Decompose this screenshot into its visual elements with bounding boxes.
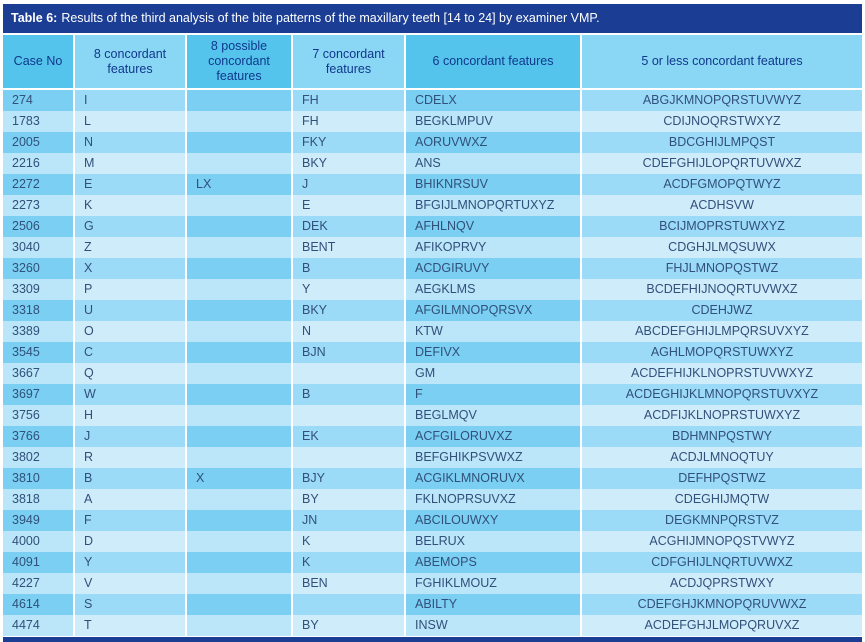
cell-features-8: Q [75, 363, 185, 384]
column-header-6-concordant: 6 concordant features [406, 35, 580, 88]
table-row [3, 594, 862, 615]
cell-features-6: BELRUX [406, 531, 580, 552]
cell-features-8: X [75, 258, 185, 279]
cell-features-6: GM [406, 363, 580, 384]
cell-features-5-or-less: ACDEFGHJLMOPQRUVXZ [582, 615, 862, 636]
table-row [3, 195, 862, 216]
cell-features-6: AFIKOPRVY [406, 237, 580, 258]
cell-case-no: 3260 [3, 258, 73, 279]
cell-features-5-or-less: BCIJMOPRSTUWXYZ [582, 216, 862, 237]
cell-features-8: Z [75, 237, 185, 258]
cell-case-no: 3309 [3, 279, 73, 300]
cell-features-5-or-less: BDHMNPQSTWY [582, 426, 862, 447]
cell-features-6: BHIKNRSUV [406, 174, 580, 195]
cell-features-8-possible [187, 342, 291, 363]
cell-features-7: BKY [293, 153, 404, 174]
cell-features-7: DEK [293, 216, 404, 237]
column-header-7-concordant: 7 concordant features [293, 35, 404, 88]
cell-features-5-or-less: FHJLMNOPQSTWZ [582, 258, 862, 279]
cell-case-no: 3810 [3, 468, 73, 489]
cell-features-8-possible [187, 321, 291, 342]
table-row [3, 384, 862, 405]
cell-features-6: BEFGHIKPSVWXZ [406, 447, 580, 468]
cell-features-7: K [293, 552, 404, 573]
cell-case-no: 3667 [3, 363, 73, 384]
cell-features-5-or-less: ACDHSVW [582, 195, 862, 216]
cell-features-6: ACFGILORUVXZ [406, 426, 580, 447]
table-row [3, 510, 862, 531]
cell-features-5-or-less: ABGJKMNOPQRSTUVWYZ [582, 90, 862, 111]
cell-features-6: BEGKLMPUV [406, 111, 580, 132]
cell-features-8-possible [187, 111, 291, 132]
table-row [3, 468, 862, 489]
cell-case-no: 4614 [3, 594, 73, 615]
cell-features-8: J [75, 426, 185, 447]
cell-features-5-or-less: DEGKMNPQRSTVZ [582, 510, 862, 531]
table-row [3, 237, 862, 258]
cell-features-8: P [75, 279, 185, 300]
cell-features-8: I [75, 90, 185, 111]
column-header-case-no: Case No [3, 35, 73, 88]
cell-features-8: W [75, 384, 185, 405]
cell-case-no: 4474 [3, 615, 73, 636]
cell-features-7: N [293, 321, 404, 342]
cell-features-7: BJN [293, 342, 404, 363]
cell-features-8: D [75, 531, 185, 552]
cell-features-6: ABEMOPS [406, 552, 580, 573]
cell-features-8: C [75, 342, 185, 363]
cell-features-7: FH [293, 111, 404, 132]
cell-features-5-or-less: BCDEFHIJNOQRTUVWXZ [582, 279, 862, 300]
table-body [3, 90, 862, 636]
table-row [3, 216, 862, 237]
cell-features-7: K [293, 531, 404, 552]
cell-features-7: BY [293, 615, 404, 636]
cell-features-6: ACDGIRUVY [406, 258, 580, 279]
cell-features-7 [293, 447, 404, 468]
cell-features-7 [293, 594, 404, 615]
column-header-5-or-less: 5 or less concordant features [582, 35, 862, 88]
cell-features-8-possible [187, 195, 291, 216]
cell-features-8: Y [75, 552, 185, 573]
cell-features-6: ABCILOUWXY [406, 510, 580, 531]
cell-features-8-possible [187, 90, 291, 111]
table-row [3, 174, 862, 195]
cell-features-6: ABILTY [406, 594, 580, 615]
table-row [3, 447, 862, 468]
cell-features-6: F [406, 384, 580, 405]
cell-features-8-possible [187, 405, 291, 426]
cell-features-6: FKLNOPRSUVXZ [406, 489, 580, 510]
cell-case-no: 3802 [3, 447, 73, 468]
cell-features-7 [293, 363, 404, 384]
cell-features-7: EK [293, 426, 404, 447]
cell-features-6: ACGIKLMNORUVX [406, 468, 580, 489]
cell-case-no: 3318 [3, 300, 73, 321]
cell-features-5-or-less: ACDEGHIJKLMNOPQRSTUVXYZ [582, 384, 862, 405]
cell-features-5-or-less: ACDJLMNOQTUY [582, 447, 862, 468]
table-row [3, 342, 862, 363]
table-header-row [3, 35, 862, 88]
cell-case-no: 4000 [3, 531, 73, 552]
cell-features-8-possible [187, 573, 291, 594]
cell-features-5-or-less: ACGHIJMNOPQSTVWYZ [582, 531, 862, 552]
cell-features-8-possible: LX [187, 174, 291, 195]
table-row [3, 90, 862, 111]
cell-case-no: 2216 [3, 153, 73, 174]
cell-features-8: T [75, 615, 185, 636]
table-row [3, 321, 862, 342]
cell-features-8: U [75, 300, 185, 321]
table-row [3, 552, 862, 573]
table-row [3, 363, 862, 384]
cell-features-7: B [293, 384, 404, 405]
cell-features-8: S [75, 594, 185, 615]
cell-features-8: V [75, 573, 185, 594]
cell-case-no: 3389 [3, 321, 73, 342]
cell-features-7: B [293, 258, 404, 279]
cell-features-5-or-less: CDIJNOQRSTWXYZ [582, 111, 862, 132]
cell-features-7: J [293, 174, 404, 195]
cell-features-7: BY [293, 489, 404, 510]
cell-features-8-possible [187, 279, 291, 300]
cell-features-8: N [75, 132, 185, 153]
cell-case-no: 274 [3, 90, 73, 111]
cell-features-5-or-less: BDCGHIJLMPQST [582, 132, 862, 153]
cell-case-no: 4227 [3, 573, 73, 594]
cell-features-5-or-less: DEFHPQSTWZ [582, 468, 862, 489]
cell-features-8-possible [187, 447, 291, 468]
cell-features-8-possible [187, 300, 291, 321]
cell-case-no: 2272 [3, 174, 73, 195]
cell-features-8: O [75, 321, 185, 342]
table-row [3, 132, 862, 153]
cell-features-8-possible [187, 216, 291, 237]
cell-features-8-possible [187, 237, 291, 258]
table-row [3, 111, 862, 132]
cell-features-6: BFGIJLMNOPQRTUXYZ [406, 195, 580, 216]
cell-features-6: INSW [406, 615, 580, 636]
table-row [3, 615, 862, 636]
cell-case-no: 3756 [3, 405, 73, 426]
cell-features-5-or-less: CDGHJLMQSUWX [582, 237, 862, 258]
cell-features-8: A [75, 489, 185, 510]
cell-features-5-or-less: ACDJQPRSTWXY [582, 573, 862, 594]
cell-case-no: 2506 [3, 216, 73, 237]
cell-features-8-possible [187, 363, 291, 384]
cell-features-6: KTW [406, 321, 580, 342]
cell-features-6: DEFIVX [406, 342, 580, 363]
cell-features-8-possible [187, 426, 291, 447]
table-row [3, 573, 862, 594]
table-row [3, 153, 862, 174]
cell-features-7: FH [293, 90, 404, 111]
cell-features-6: ANS [406, 153, 580, 174]
cell-features-5-or-less: CDEHJWZ [582, 300, 862, 321]
table-row [3, 531, 862, 552]
cell-features-8: H [75, 405, 185, 426]
cell-features-5-or-less: CDEGHIJMQTW [582, 489, 862, 510]
cell-features-6: AFGILMNOPQRSVX [406, 300, 580, 321]
cell-case-no: 3818 [3, 489, 73, 510]
table-row [3, 405, 862, 426]
cell-features-7: BJY [293, 468, 404, 489]
cell-features-8: K [75, 195, 185, 216]
cell-features-7: BENT [293, 237, 404, 258]
cell-features-7: E [293, 195, 404, 216]
cell-features-8-possible [187, 489, 291, 510]
cell-features-8: B [75, 468, 185, 489]
cell-features-5-or-less: AGHLMOPQRSTUWXYZ [582, 342, 862, 363]
cell-features-7 [293, 405, 404, 426]
cell-features-8-possible [187, 510, 291, 531]
cell-features-5-or-less: CDEFGHIJLOPQRTUVWXZ [582, 153, 862, 174]
cell-case-no: 2273 [3, 195, 73, 216]
cell-features-8-possible [187, 384, 291, 405]
cell-features-8: R [75, 447, 185, 468]
cell-features-8-possible [187, 153, 291, 174]
column-header-8-possible: 8 possible concordant features [187, 35, 291, 88]
table-caption-text: Results of the third analysis of the bite patterns of the maxillary teeth [14 to 24] by examiner VMP. [61, 11, 600, 25]
cell-case-no: 3766 [3, 426, 73, 447]
cell-case-no: 3949 [3, 510, 73, 531]
cell-features-7: Y [293, 279, 404, 300]
table-bottom-border [3, 637, 862, 642]
cell-features-8: G [75, 216, 185, 237]
cell-case-no: 3545 [3, 342, 73, 363]
cell-features-5-or-less: ACDFIJKLNOPRSTUWXYZ [582, 405, 862, 426]
cell-features-6: FGHIKLMOUZ [406, 573, 580, 594]
cell-features-7: BKY [293, 300, 404, 321]
table-row [3, 279, 862, 300]
cell-case-no: 2005 [3, 132, 73, 153]
cell-features-6: AEGKLMS [406, 279, 580, 300]
cell-case-no: 1783 [3, 111, 73, 132]
column-header-8-concordant: 8 concordant features [75, 35, 185, 88]
cell-features-8-possible [187, 132, 291, 153]
cell-case-no: 4091 [3, 552, 73, 573]
cell-features-8-possible [187, 531, 291, 552]
table-row [3, 300, 862, 321]
table-row [3, 426, 862, 447]
cell-features-5-or-less: ACDFGMOPQTWYZ [582, 174, 862, 195]
cell-features-6: AORUVWXZ [406, 132, 580, 153]
cell-features-6: BEGLMQV [406, 405, 580, 426]
cell-features-8-possible: X [187, 468, 291, 489]
cell-features-6: AFHLNQV [406, 216, 580, 237]
cell-features-5-or-less: CDEFGHJKMNOPQRUVWXZ [582, 594, 862, 615]
table-number-label: Table 6: [11, 11, 58, 25]
cell-features-8: M [75, 153, 185, 174]
table-caption [3, 4, 862, 33]
cell-features-7: JN [293, 510, 404, 531]
cell-features-8: E [75, 174, 185, 195]
cell-case-no: 3697 [3, 384, 73, 405]
cell-features-7: FKY [293, 132, 404, 153]
table-row [3, 489, 862, 510]
cell-features-6: CDELX [406, 90, 580, 111]
cell-features-8-possible [187, 258, 291, 279]
cell-features-5-or-less: ABCDEFGHIJLMPQRSUVXYZ [582, 321, 862, 342]
table-row [3, 258, 862, 279]
cell-features-5-or-less: ACDEFHIJKLNOPRSTUVWXYZ [582, 363, 862, 384]
cell-features-7: BEN [293, 573, 404, 594]
cell-features-8-possible [187, 552, 291, 573]
cell-features-8: L [75, 111, 185, 132]
cell-case-no: 3040 [3, 237, 73, 258]
cell-features-8-possible [187, 594, 291, 615]
cell-features-8-possible [187, 615, 291, 636]
cell-features-5-or-less: CDFGHIJLNQRTUVWXZ [582, 552, 862, 573]
cell-features-8: F [75, 510, 185, 531]
